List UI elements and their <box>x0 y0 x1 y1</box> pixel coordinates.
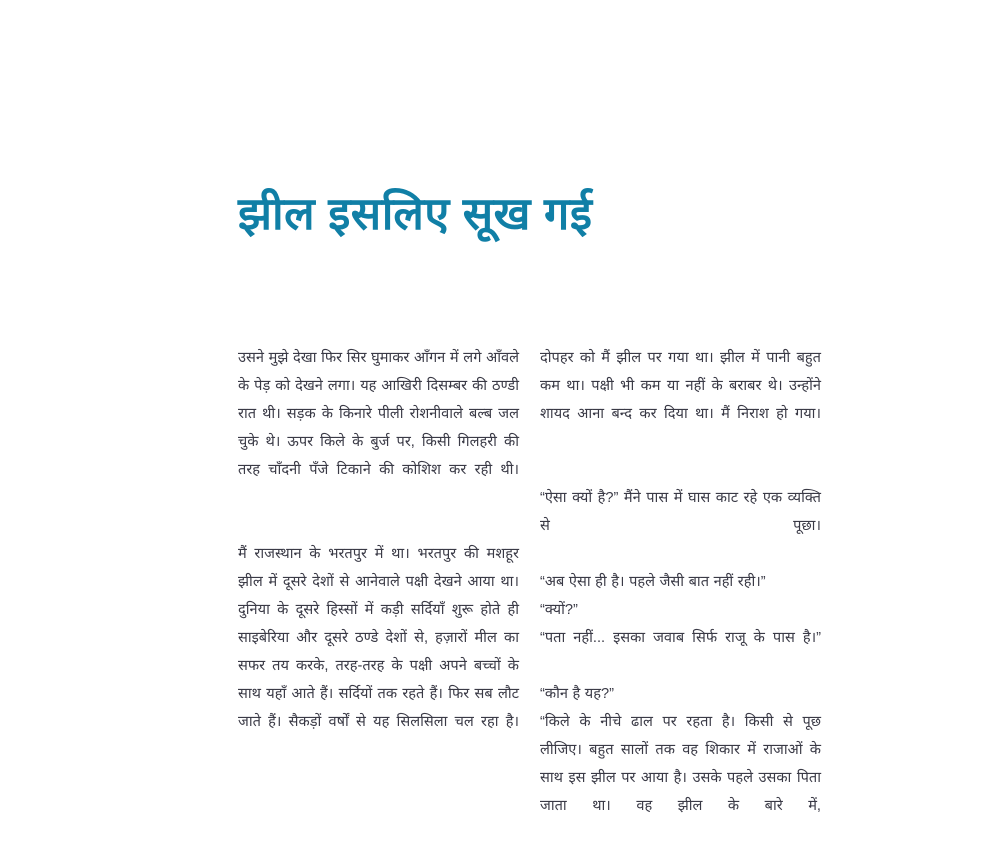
body-columns <box>238 344 821 814</box>
dialogue-line: “कौन है यह?” <box>540 686 614 702</box>
left-column <box>238 344 519 764</box>
dialogue-line: “क्यों?” <box>540 602 578 618</box>
dialogue-line: “ऐसा क्यों है?” मैंने पास में घास काट रहे एक व्यक्ति से पूछा। <box>540 490 821 534</box>
page-title: झील इसलिए सूख गई <box>238 188 593 239</box>
paragraph: मैं राजस्थान के भरतपुर में था। भरतपुर की मशहूर झील में दूसरे देशों से आनेवाले पक्षी देखने आया था। दुनिया के दूसरे हिस्सों में कड़ी सर्दियाँ शुरू होते ही साइबेरिया और दूसरे ठण्डे देशों से, हज़ारों मील का सफर तय करके, तरह-तरह के पक्षी अपने बच्चों के साथ यहाँ आते हैं। सर्दियों तक रहते हैं। फिर सब लौट जाते हैं। सैकड़ों वर्षों से यह सिलसिला चल रहा है। <box>238 546 519 730</box>
dialogue-line: “अब ऐसा ही है। पहले जैसी बात नहीं रही।” <box>540 574 766 590</box>
title-block <box>238 186 798 242</box>
dialogue-line: “पता नहीं... इसका जवाब सिर्फ राजू के पास है।” <box>540 630 821 646</box>
paragraph: उसने मुझे देखा फिर सिर घुमाकर आँगन में लगे आँवले के पेड़ को देखने लगा। यह आखिरी दिसम्बर की ठण्डी रात थी। सड़क के किनारे पीली रोशनीवाले बल्ब जल चुके थे। ऊपर किले के बुर्ज पर, किसी गिलहरी की तरह चाँदनी पँजे टिकाने की कोशिश कर रही थी। <box>238 350 519 478</box>
paragraph: दोपहर को मैं झील पर गया था। झील में पानी बहुत कम था। पक्षी भी कम या नहीं के बराबर थे। उन्होंने शायद आना बन्द कर दिया था। मैं निराश हो गया। <box>540 350 821 422</box>
right-column <box>540 344 821 848</box>
dialogue-line: “किले के नीचे ढाल पर रहता है। किसी से पूछ लीजिए। बहुत सालों तक वह शिकार में राजाओं के साथ इस झील पर आया है। उसके पहले उसका पिता जाता था। वह झील के बारे में, <box>540 714 821 814</box>
